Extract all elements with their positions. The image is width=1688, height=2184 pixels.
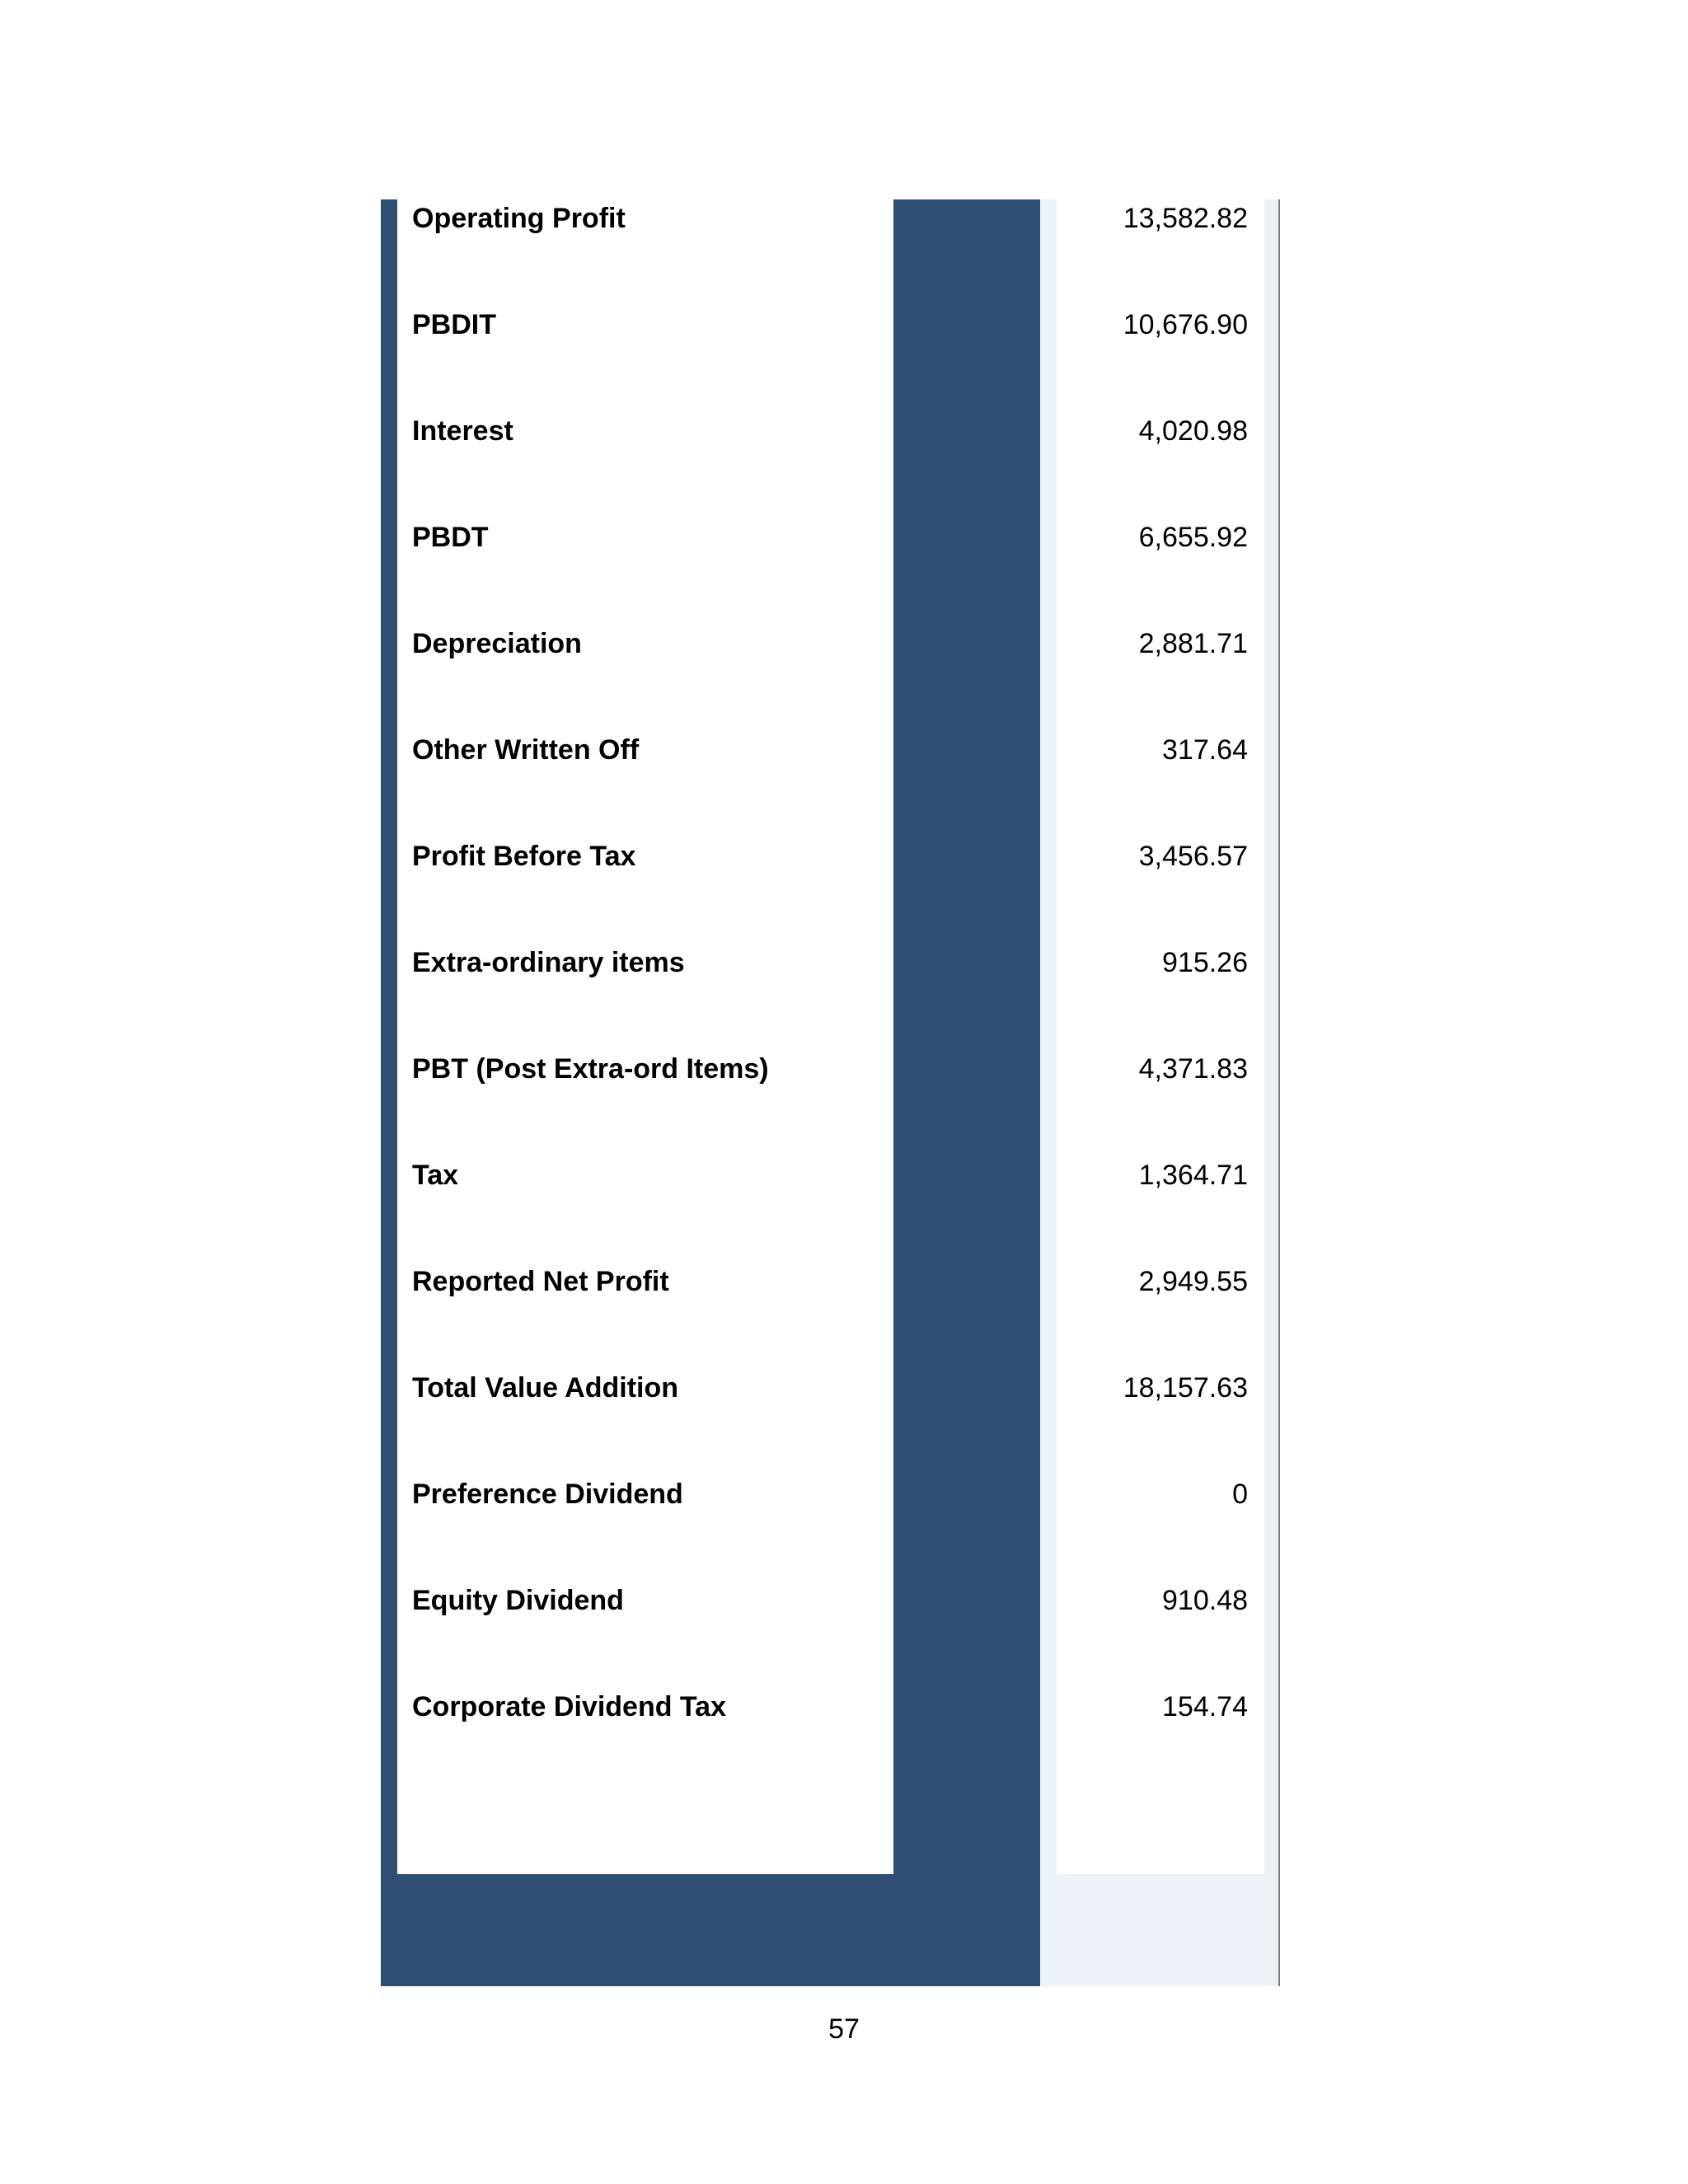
table-row <box>0 300 1688 349</box>
row-value-pbdt: 6,655.92 <box>1138 522 1248 553</box>
row-label-reported-net-profit: Reported Net Profit <box>412 1266 669 1297</box>
row-label-pbt-post-extra-ord: PBT (Post Extra-ord Items) <box>412 1053 769 1085</box>
row-label-equity-dividend: Equity Dividend <box>412 1585 624 1616</box>
row-label-tax: Tax <box>412 1160 459 1191</box>
table-row <box>0 1363 1688 1413</box>
row-label-operating-profit: Operating Profit <box>412 203 626 234</box>
table-row <box>0 513 1688 562</box>
row-value-preference-dividend: 0 <box>1232 1479 1248 1510</box>
row-value-total-value-addition: 18,157.63 <box>1123 1372 1248 1404</box>
row-value-pbt-post-extra-ord: 4,371.83 <box>1138 1053 1248 1085</box>
table-row <box>0 1469 1688 1519</box>
row-value-depreciation: 2,881.71 <box>1138 628 1248 659</box>
row-value-profit-before-tax: 3,456.57 <box>1138 841 1248 872</box>
table-row <box>0 938 1688 987</box>
table-row <box>0 1044 1688 1094</box>
row-value-pbdit: 10,676.90 <box>1123 309 1248 340</box>
table-row <box>0 406 1688 456</box>
table-row <box>0 1576 1688 1625</box>
page-number: 57 <box>828 2013 860 2045</box>
row-value-tax: 1,364.71 <box>1138 1160 1248 1191</box>
row-value-extra-ordinary-items: 915.26 <box>1162 947 1248 978</box>
table-row <box>0 1682 1688 1732</box>
table-row <box>0 619 1688 668</box>
row-value-operating-profit: 13,582.82 <box>1123 203 1248 234</box>
row-value-other-written-off: 317.64 <box>1162 734 1248 766</box>
row-label-extra-ordinary-items: Extra-ordinary items <box>412 947 685 978</box>
row-label-pbdit: PBDIT <box>412 309 496 340</box>
table-row <box>0 1151 1688 1200</box>
row-label-total-value-addition: Total Value Addition <box>412 1372 678 1404</box>
row-value-interest: 4,020.98 <box>1138 415 1248 447</box>
row-label-preference-dividend: Preference Dividend <box>412 1479 683 1510</box>
table-row <box>0 1257 1688 1306</box>
row-label-depreciation: Depreciation <box>412 628 582 659</box>
table-row <box>0 832 1688 881</box>
table-row <box>0 725 1688 775</box>
row-value-reported-net-profit: 2,949.55 <box>1138 1266 1248 1297</box>
row-value-corporate-dividend-tax: 154.74 <box>1162 1691 1248 1722</box>
table-row <box>0 194 1688 243</box>
row-label-pbdt: PBDT <box>412 522 489 553</box>
row-label-other-written-off: Other Written Off <box>412 734 640 766</box>
row-label-interest: Interest <box>412 415 513 447</box>
row-label-corporate-dividend-tax: Corporate Dividend Tax <box>412 1691 726 1722</box>
row-value-equity-dividend: 910.48 <box>1162 1585 1248 1616</box>
row-label-profit-before-tax: Profit Before Tax <box>412 841 636 872</box>
